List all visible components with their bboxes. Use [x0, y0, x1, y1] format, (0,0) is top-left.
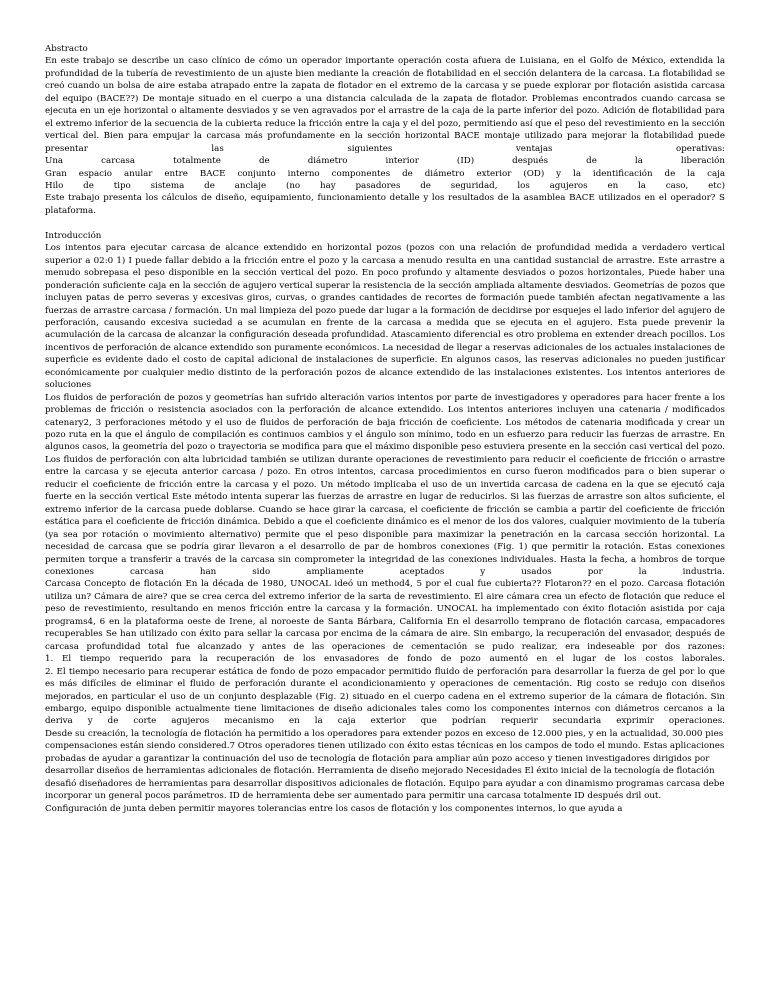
section-gap: [45, 217, 725, 229]
reason-item: 2. El tiempo necesario para recuperar estática de fondo de pozo empacador permitido fluido de perforación para desarrollar la fuerza de gel por lo que es más difíciles de eliminar el fluido de perforación durante el acondicionamiento y operaciones de cementación. Rig costo se redujo con diseños mejorados, en particular el uso de un conjunto desplazable (Fig. 2) situado en el cuerpo cadena en el extremo superior de la cámara de flotación. Sin embargo, equipo disponible actualmente tiene limitaciones de diseño adicionales tales como los componentes internos con diámetros cercanos a la deriva y de corte agujeros mecanismo en la caja exterior que podrían requerir secundaria exprimir operaciones.: [45, 666, 725, 727]
introduction-final-paragraph: Desde su creación, la tecnología de flotación ha permitido a los operadores para extender pozos en exceso de 12.000 pies, y en la actualidad, 30.000 pies compensaciones están siendo considered.7 Otros operadores tienen utilizado con éxito estas técnicas en los campos de todo el mundo. Estas aplicaciones probadas de ayudar a garantizar la continuación del uso de tecnología de flotación para ampliar aún pozo acceso y tienen investigadores dirigidos por desarrollar diseños de herramientas adicionales de flotación. Herramienta de diseño mejorado Necesidades El éxito inicial de la tecnología de flotación desafió diseñadores de herramientas para desarrollar dispositivos adicionales de flotación. Equipo para ayudar a con dinamismo programas carcasa debe incorporar un general pocos parámetros. ID de herramienta debe ser aumentado para permitir una carcasa totalmente ID después dril out. Configuración de junta deben permitir mayores tolerancias entre los casos de flotación y los componentes internos, lo que ayuda a: [45, 728, 725, 814]
introduction-heading: Introducción: [45, 230, 102, 241]
reason-item: 1. El tiempo requerido para la recuperación de los envasadores de fondo de pozo aumentó en el lugar de los costos laborales.: [45, 654, 725, 665]
abstract-heading: Abstracto: [45, 44, 88, 54]
advantage-item: Gran espacio anular entre BACE conjunto interno componentes de diámetro exterior (OD) y la identificación de la caja: [45, 168, 725, 179]
abstract-paragraph: En este trabajo se describe un caso clínico de cómo un operador importante operación costa afuera de Luisiana, en el Golfo de México, extendida la profundidad de la tubería de revestimiento de un ajuste bien mediante la creación de flotabilidad en el sección delantera de la carcasa. La flotabilidad se creó cuando un bolsa de aire estaba atrapado entre la zapata de flotador en el extremo de la carcasa y se puede explorar por flotación asistida carcasa del equipo (BACE??) De montaje situado en el cuerpo a una distancia calculada de la zapata de flotador. Problemas encontrados cuando carcasa se ejecuta en un eje horizontal o altamente desviados y se ven agravados por el arrastre de la caja de la parte inferior del pozo. Adición de flotabilidad para el extremo inferior de la secuencia de la cubierta reduce la fricción entre la caja y el del pozo, permitiendo así que el peso del revestimiento en la sección vertical del. Bien para empujar la carcasa más profundamente en la sección horizontal BACE montaje utilizado para mejorar la flotabilidad puede presentar las siguientes ventajas operativas:: [45, 56, 725, 154]
advantage-item: Una carcasa totalmente de diámetro interior (ID) después de la liberación: [45, 156, 725, 167]
introduction-paragraph: Carcasa Concepto de flotación En la década de 1980, UNOCAL ideó un method4, 5 por el cual fue cubierta?? Flotaron?? en el pozo. Carcasa flotación utiliza un? Cámara de aire? que se crea cerca del extremo inferior de la sarta de revestimiento. El aire cámara crea un efecto de flotación que reduce el peso de revestimiento, resultando en menos fricción entre la carcasa y la formación. UNOCAL ha implementado con éxito flotación asistida por caja programs4, 6 en la plataforma oeste de Irene, al noroeste de Santa Bárbara, California En el desarrollo temprano de flotación carcasa, empacadores recuperables Se han utilizado con éxito para sellar la carcasa por encima de la cámara de aire. Sin embargo, la recuperación del envasador, después de carcasa profundidad total fue alcanzado y antes de las operaciones de cementación se pudo realizar, era indeseable por dos razones:: [45, 579, 725, 652]
document-page: [45, 43, 725, 815]
advantage-item: Hilo de tipo sistema de anclaje (no hay pasadores de seguridad, los agujeros en la caso, etc): [45, 180, 725, 191]
introduction-paragraph: Los fluidos de perforación de pozos y geometrías han sufrido alteración varios intentos por parte de investigadores y operadores para hacer frente a los problemas de fricción o resistencia asociados con la perforación de alcance extendido. Los intentos anteriores incluyen una catenaria / modificados catenary2, 3 perforaciones método y el uso de fluidos de perforación de baja fricción de coeficiente. Los métodos de catenaria modificada y crear un pozo ruta en la que el ángulo de compilación es continuos cambios y el ángulo son mínimo, todo en un esfuerzo para reducir las fuerzas de arrastre. En algunos casos, la geometría del pozo o trayectoria se modifica para que el máximo disponible peso estuviera presente en la sección casi vertical del pozo. Los fluidos de perforación con alta lubricidad también se utilizan durante operaciones de revestimiento para reducir el coeficiente de fricción o arrastre entre la carcasa y se ejecuta anterior carcasa / pozo. En otros intentos, carcasa procedimientos en curso fueron modificados para o bien superar o reducir el coeficiente de fricción entre la carcasa y el pozo. Un método implicaba el uso de un invertida carcasa de cadena en la que se ejecutó caja fuerte en la sección vertical Este método intenta superar las fuerzas de arrastre en lugar de reducirlos. Si las fuerzas de arrastre son altos suficiente, el extremo inferior de la carcasa puede doblarse. Cuando se hace girar la carcasa, el coeficiente de fricción se cambia a partir del coeficiente de fricción estática para el coeficiente de fricción dinámica. Debido a que el coeficiente dinámico es el menor de los dos valores, cualquier movimiento de la tubería (ya sea por rotación o movimiento alternativo) permite que el peso disponible para maximizar la penetración en la carcasa sección horizontal. La necesidad de carcasa que se podría girar llevaron a el desarrollo de par de hombros conexiones (Fig. 1) que permitir la rotación. Estas conexiones permiten torque a transferir a través de la carcasa sin comprometer la integridad de las conexiones individuales. Hasta la fecha, a hombros de torque conexiones carcasa han sido ampliamente aceptados y usados por la industria.: [45, 392, 725, 578]
introduction-paragraph: Los intentos para ejecutar carcasa de alcance extendido en horizontal pozos (pozos con una relación de profundidad medida a verdadero vertical superior a 02:0 1) I puede fallar debido a la fricción entre el pozo y la carcasa a menudo resulta en una cantidad sustancial de arrastre. Este arrastre a menudo sobrepasa el peso disponible en la sección vertical del pozo. En poco profundo y altamente desviados o pozos horizontales, Puede haber una ponderación suficiente caja en la sección de agujero vertical superar la resistencia de la sección ampliada altamente desviados. Geometrías de pozos que incluyen patas de perro severas y excesivas giros, curvas, o grandes cantidades de recortes de formación puede también afectan negativamente a las fuerzas de arrastre carcasa / formación. Un mal limpieza del pozo puede dar lugar a la formación de decidirse por esquejes el lado inferior del agujero de perforación, causando excesiva suciedad a se acumulan en frente de la carcasa a medida que se ejecuta en el agujero. Esta puede prevenir la acumulación de la carcasa de alcanzar la configuración deseada profundidad. Atascamiento diferencial es otro problema en extender dreach pocillos. Los incentivos de perforación de alcance extendido son puramente económicos. La necesidad de llegar a reservas adicionales de los actuales instalaciones de superficie es evidente dado el costo de capital adicional de instalaciones de superficie. En algunos casos, las reservas adicionales no pueden justificar económicamente por cualquier medio distinto de la perforación pozos de alcance extendido de las instalaciones existentes. Los intentos anteriores de soluciones: [45, 243, 725, 391]
abstract-closing: Este trabajo presenta los cálculos de diseño, equipamiento, funcionamiento detalle y los resultados de la asamblea BACE utilizados en el operador? S plataforma.: [45, 193, 725, 216]
